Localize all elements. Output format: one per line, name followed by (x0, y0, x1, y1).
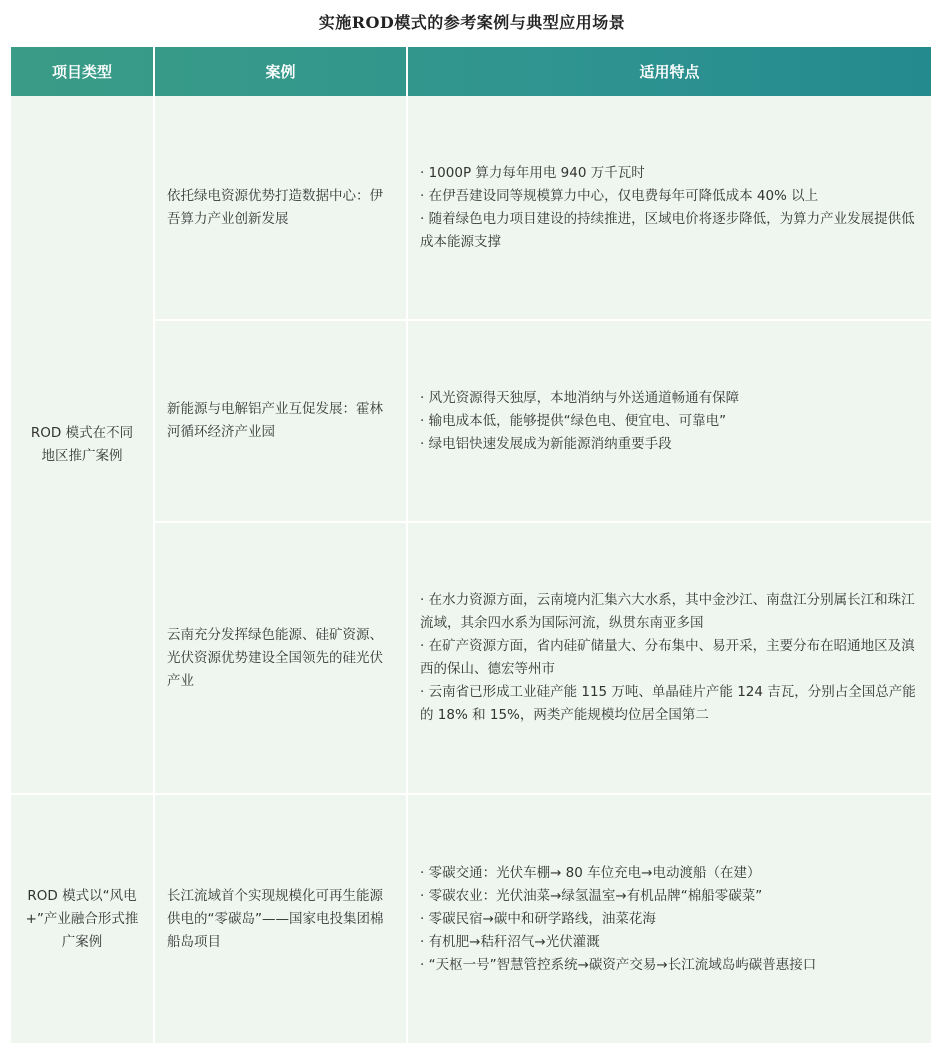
feature-item: · 在矿产资源方面，省内硅矿储量大、分布集中、易开采，主要分布在昭通地区及滇西的保山、德宏等州市 (420, 638, 915, 677)
feature-item: · 随着绿色电力项目建设的持续推进，区域电价将逐步降低，为算力产业发展提供低成本能源支撑 (420, 210, 915, 250)
feature-item: · 1000P 算力每年用电 940 万千瓦时 (420, 164, 645, 181)
project-type-cell (11, 96, 154, 794)
project-type-cell (11, 794, 154, 1044)
feature-item: · 零碳交通：光伏车棚→ 80 车位充电→电动渡船（在建） (420, 864, 761, 881)
feature-item: · 输电成本低，能够提供“绿色电、便宜电、可靠电” (420, 412, 727, 429)
project-type-label: ROD 模式以“风电 +”产业融合形式推广案例 (25, 887, 139, 950)
feature-item: · “天枢一号”智慧管控系统→碳资产交易→长江流域岛屿碳普惠接口 (420, 956, 817, 973)
features-cell (407, 794, 931, 1044)
features-cell (407, 522, 931, 794)
case-cell (154, 794, 407, 1044)
case-cell (154, 522, 407, 794)
case-cell (154, 320, 407, 522)
case-label: 长江流域首个实现规模化可再生能源供电的“零碳岛”——国家电投集团棉船岛项目 (167, 887, 384, 950)
case-label: 云南充分发挥绿色能源、硅矿资源、光伏资源优势建设全国领先的硅光伏产业 (167, 626, 383, 689)
header-case: 案例 (154, 47, 407, 96)
feature-item: · 绿电铝快速发展成为新能源消纳重要手段 (420, 435, 672, 452)
case-label: 新能源与电解铝产业互促发展：霍林河循环经济产业园 (167, 401, 383, 440)
table-header-row (11, 47, 931, 96)
project-type-label: ROD 模式在不同地区推广案例 (30, 424, 134, 464)
page-title: 实施ROD模式的参考案例与典型应用场景 (318, 13, 626, 32)
feature-item: · 风光资源得天独厚，本地消纳与外送通道畅通有保障 (420, 389, 740, 406)
case-label: 依托绿电资源优势打造数据中心：伊吾算力产业创新发展 (167, 187, 383, 227)
header-project-type: 项目类型 (11, 47, 154, 96)
feature-item: · 云南省已形成工业硅产能 115 万吨、单晶硅片产能 124 吉瓦，分别占全国总产能的 18% 和 15%，两类产能规模均位居全国第二 (420, 684, 916, 723)
header-features: 适用特点 (639, 63, 700, 81)
table-row (11, 96, 931, 320)
feature-item: · 有机肥→秸秆沼气→光伏灌溉 (420, 933, 600, 950)
table-row (11, 794, 931, 1044)
feature-item: · 零碳农业：光伏油菜→绿氢温室→有机品牌“棉船零碳菜” (420, 887, 763, 904)
case-cell (154, 96, 407, 320)
feature-item: · 零碳民宿→碳中和研学路线，油菜花海 (420, 910, 656, 927)
case-table (11, 47, 931, 1045)
feature-item: · 在水力资源方面，云南境内汇集六大水系，其中金沙江、南盘江分别属长江和珠江流域，其余四水系为国际河流，纵贯东南亚多国 (420, 592, 915, 631)
feature-item: · 在伊吾建设同等规模算力中心，仅电费每年可降低成本 40% 以上 (420, 187, 819, 204)
features-cell (407, 96, 931, 320)
features-cell (407, 320, 931, 522)
